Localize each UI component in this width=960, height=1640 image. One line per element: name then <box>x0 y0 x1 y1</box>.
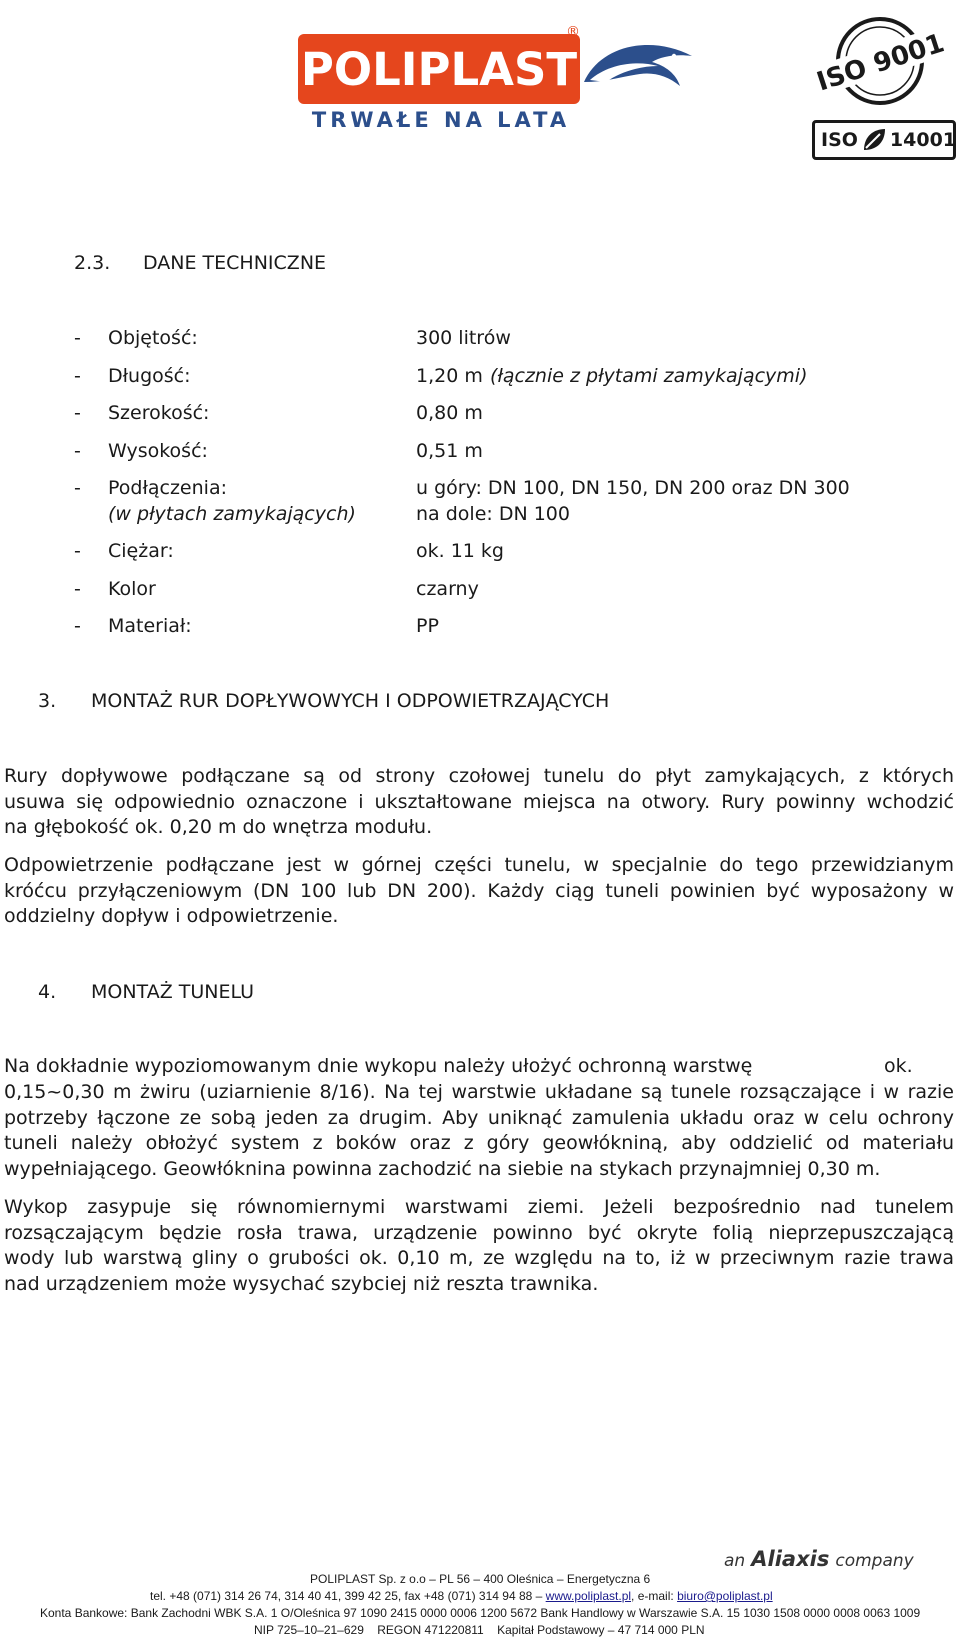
footer-website-link[interactable]: www.poliplast.pl <box>545 1589 632 1603</box>
section-3-number: 3. <box>38 690 57 712</box>
spec-value-line2: na dole: DN 100 <box>416 503 570 525</box>
section-2-3-heading: DANE TECHNICZNE <box>143 252 327 274</box>
footer-contact <box>150 1589 773 1603</box>
aliaxis-prefix: an <box>724 1551 746 1571</box>
leaf-icon <box>860 126 888 154</box>
paragraph-line: króćcu przyłączeniowym (DN 100 lub DN 200). Każdy ciąg tuneli powinien być wyposażony w <box>4 880 954 902</box>
spec-label: Objętość: <box>108 327 198 349</box>
paragraph-line: nad urządzeniem może wysychać szybciej niż reszta trawnika. <box>4 1273 599 1295</box>
logo-text: POLIPLAST <box>300 42 578 96</box>
spec-dash: - <box>74 402 81 424</box>
paragraph-line: wody lub warstwą gliny o grubości ok. 0,10 m, ze względu na to, iż w przeciwnym razie trawa <box>4 1247 954 1269</box>
paragraph-line: Na dokładnie wypoziomowanym dnie wykopu należy ułożyć ochronną warstwę <box>4 1055 753 1077</box>
section-4-number: 4. <box>38 981 57 1003</box>
paragraph-line-end: ok. <box>884 1055 913 1077</box>
footer-email-link[interactable]: biuro@poliplast.pl <box>677 1589 773 1603</box>
spec-label: Wysokość: <box>108 440 208 462</box>
paragraph-line: oddzielny dopływ i odpowietrzenie. <box>4 905 339 927</box>
paragraph-line: rozsączającym będzie rosła trawa, urządzenie powinno być okryte folią nieprzepuszczającą <box>4 1222 954 1244</box>
aliaxis-suffix: company <box>835 1551 914 1571</box>
footer-email-label: , e-mail: <box>631 1589 674 1603</box>
spec-label: Ciężar: <box>108 540 174 562</box>
iso-9001-label: ISO 9001 <box>813 28 948 98</box>
paragraph-line: na głębokość ok. 0,20 m do wnętrza modułu. <box>4 816 433 838</box>
footer-registration: NIP 725–10–21–629 REGON 471220811 Kapitał Podstawowy – 47 714 000 PLN <box>254 1623 705 1637</box>
spec-label: Kolor <box>108 578 156 600</box>
section-3-heading: MONTAŻ RUR DOPŁYWOWYCH I ODPOWIETRZAJĄCYCH <box>91 690 610 712</box>
spec-dash: - <box>74 477 81 499</box>
paragraph-line: Wykop zasypuje się równomiernymi warstwami ziemi. Jeżeli bezpośrednio nad tunelem <box>4 1196 954 1218</box>
footer-phone: tel. +48 (071) 314 26 74, 314 40 41, 399 42 25, fax +48 (071) 314 94 88 – <box>150 1589 543 1603</box>
paragraph-line: Odpowietrzenie podłączane jest w górnej części tunelu, w specjalnie do tego przewidzianym <box>4 854 954 876</box>
spec-value: ok. 11 kg <box>416 540 504 562</box>
spec-value: 1,20 m <box>416 365 483 387</box>
iso-14001-number: 14001 <box>889 129 957 151</box>
poliplast-logo <box>298 22 696 138</box>
registered-mark: ® <box>566 24 580 40</box>
dolphin-icon <box>580 36 696 102</box>
spec-dash: - <box>74 440 81 462</box>
aliaxis-logo <box>724 1547 914 1571</box>
spec-dash: - <box>74 578 81 600</box>
iso-9001-seal <box>813 16 948 106</box>
iso-14001-prefix: ISO <box>821 129 858 151</box>
paragraph-line: usuwa się odpowiednio oznaczone i ukształtowane miejsca na otwory. Rury powinny wchodzić <box>4 791 954 813</box>
paragraph-line: Rury dopływowe podłączane są od strony czołowej tunelu do płyt zamykających, z których <box>4 765 954 787</box>
spec-value-note: (łącznie z płytami zamykającymi) <box>490 365 808 387</box>
spec-value: u góry: DN 100, DN 150, DN 200 oraz DN 300 <box>416 477 850 499</box>
spec-value: 0,80 m <box>416 402 483 424</box>
spec-label: Podłączenia: <box>108 477 227 499</box>
paragraph-line: tuneli należy obłożyć system z boków oraz z góry geowłókniną, aby oddzielić od materiału <box>4 1132 954 1154</box>
spec-value: PP <box>416 615 439 637</box>
section-4-heading: MONTAŻ TUNELU <box>91 981 255 1003</box>
spec-label: Szerokość: <box>108 402 210 424</box>
iso-14001-badge <box>812 120 956 160</box>
spec-value: 300 litrów <box>416 327 511 349</box>
spec-dash: - <box>74 615 81 637</box>
spec-label: Materiał: <box>108 615 192 637</box>
logo-tagline: TRWAŁE NA LATA <box>311 108 571 132</box>
paragraph-line: wypełniającego. Geowłóknina powinna zachodzić na siebie na stykach przynajmniej 0,30 m. <box>4 1158 881 1180</box>
aliaxis-brand: Aliaxis <box>751 1547 830 1571</box>
spec-dash: - <box>74 540 81 562</box>
footer-address: POLIPLAST Sp. z o.o – PL 56 – 400 Oleśnica – Energetyczna 6 <box>310 1572 651 1586</box>
spec-label: Długość: <box>108 365 191 387</box>
footer-bank-accounts: Konta Bankowe: Bank Zachodni WBK S.A. 1 O/Oleśnica 97 1090 2415 0000 0006 1200 5672 Bank Handlowy w Warszawie S.A. 15 1030 1508 0000 0008 0063 1009 <box>40 1606 921 1620</box>
paragraph-line: potrzeby łączone ze sobą jeden za drugim. Aby uniknąć zamulenia układu oraz w celu ochrony <box>4 1107 954 1129</box>
spec-value: czarny <box>416 578 479 600</box>
spec-dash: - <box>74 365 81 387</box>
section-2-3-number: 2.3. <box>74 252 111 274</box>
paragraph-line: 0,15~0,30 m żwiru (uziarnienie 8/16). Na tej warstwie układane są tunele rozsączające i w razie <box>4 1081 954 1103</box>
spec-dash: - <box>74 327 81 349</box>
spec-label-note: (w płytach zamykających) <box>108 503 356 525</box>
spec-value: 0,51 m <box>416 440 483 462</box>
